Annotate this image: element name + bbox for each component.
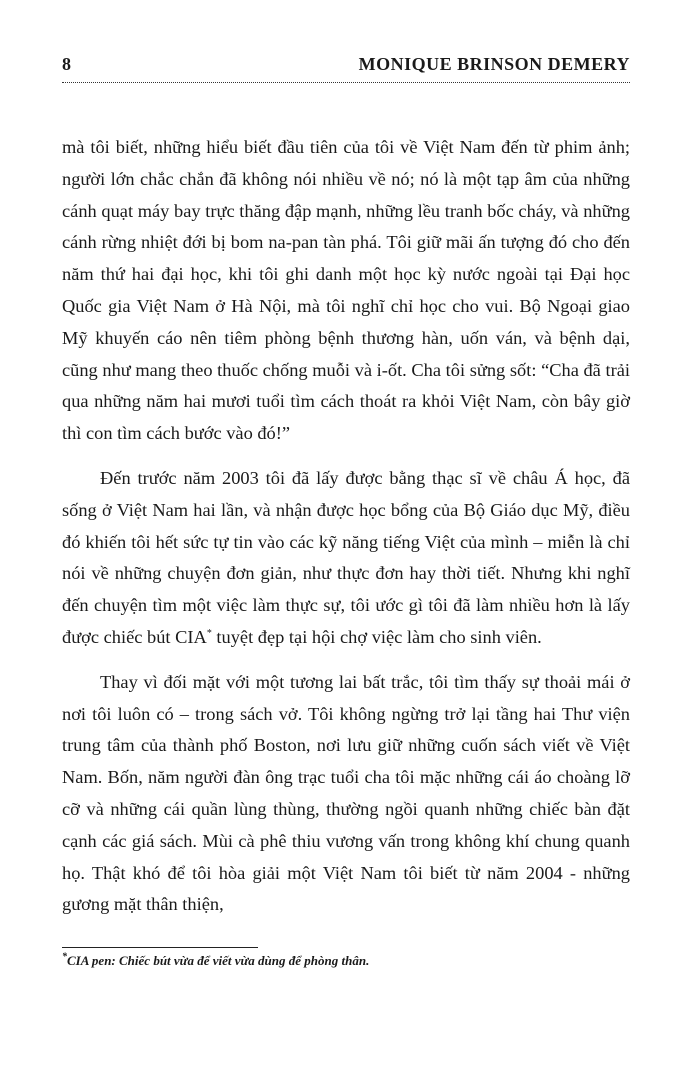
body-text bbox=[62, 132, 630, 934]
paragraph-1: mà tôi biết, những hiểu biết đầu tiên của tôi về Việt Nam đến từ phim ảnh; người lớn chắc chắn đã không nói nhiều về nó; nó là một tạp âm của những cánh quạt máy bay trực thăng đập mạnh, những lều tranh bốc cháy, và những cánh rừng nhiệt đới bị bom na-pan tàn phá. Tôi giữ mãi ấn tượng đó cho đến năm thứ hai đại học, khi tôi ghi danh một học kỳ nước ngoài tại Đại học Quốc gia Việt Nam ở Hà Nội, mà tôi nghĩ chỉ học cho vui. Bộ Ngoại giao Mỹ khuyến cáo nên tiêm phòng bệnh thương hàn, uốn ván, và bệnh dại, cũng như mang theo thuốc chống muỗi và i-ốt. Cha tôi sửng sốt: “Cha đã trải qua những năm hai mươi tuổi tìm cách thoát ra khỏi Việt Nam, còn bây giờ thì con tìm cách bước vào đó!” bbox=[62, 137, 630, 444]
page-number: 8 bbox=[62, 54, 71, 74]
footnote-rule bbox=[62, 947, 258, 948]
footnote bbox=[62, 953, 630, 969]
running-head bbox=[62, 52, 630, 83]
paragraph-2-text: Đến trước năm 2003 tôi đã lấy được bằng thạc sĩ về châu Á học, đã sống ở Việt Nam hai lần, và nhận được học bổng của Bộ Giáo dục Mỹ, điều đó khiến tôi hết sức tự tin vào các kỹ năng tiếng Việt của mình – miễn là chỉ nói về những chuyện đơn giản, như thực đơn hay thời tiết. Nhưng khi nghĩ đến chuyện tìm một việc làm thực sự, tôi ước gì tôi đã làm nhiều hơn là lấy được chiếc bút CIA bbox=[62, 467, 630, 647]
running-title: MONIQUE BRINSON DEMERY bbox=[358, 54, 630, 74]
paragraph-2-text-end: tuyệt đẹp tại hội chợ việc làm cho sinh viên. bbox=[211, 626, 542, 647]
footnote-reference: * bbox=[206, 627, 212, 639]
footnote-mark: * bbox=[62, 951, 67, 963]
paragraph-2 bbox=[62, 463, 630, 654]
paragraph-3: Thay vì đối mặt với một tương lai bất trắc, tôi tìm thấy sự thoải mái ở nơi tôi luôn có – trong sách vở. Tôi không ngừng trở lại tầng hai Thư viện trung tâm của thành phố Boston, nơi lưu giữ những cuốn sách viết về Việt Nam. Bốn, năm người đàn ông trạc tuổi cha tôi mặc những cái áo choàng lỡ cỡ và những cái quần lùng thùng, thường ngồi quanh những chiếc bàn đặt cạnh các giá sách. Mùi cà phê thiu vương vấn trong không khí chung quanh họ. Thật khó để tôi hòa giải một Việt Nam tôi biết từ năm 2004 - những gương mặt thân thiện, bbox=[62, 671, 630, 915]
footnote-text: CIA pen: Chiếc bút vừa để viết vừa dùng để phòng thân. bbox=[67, 953, 370, 968]
